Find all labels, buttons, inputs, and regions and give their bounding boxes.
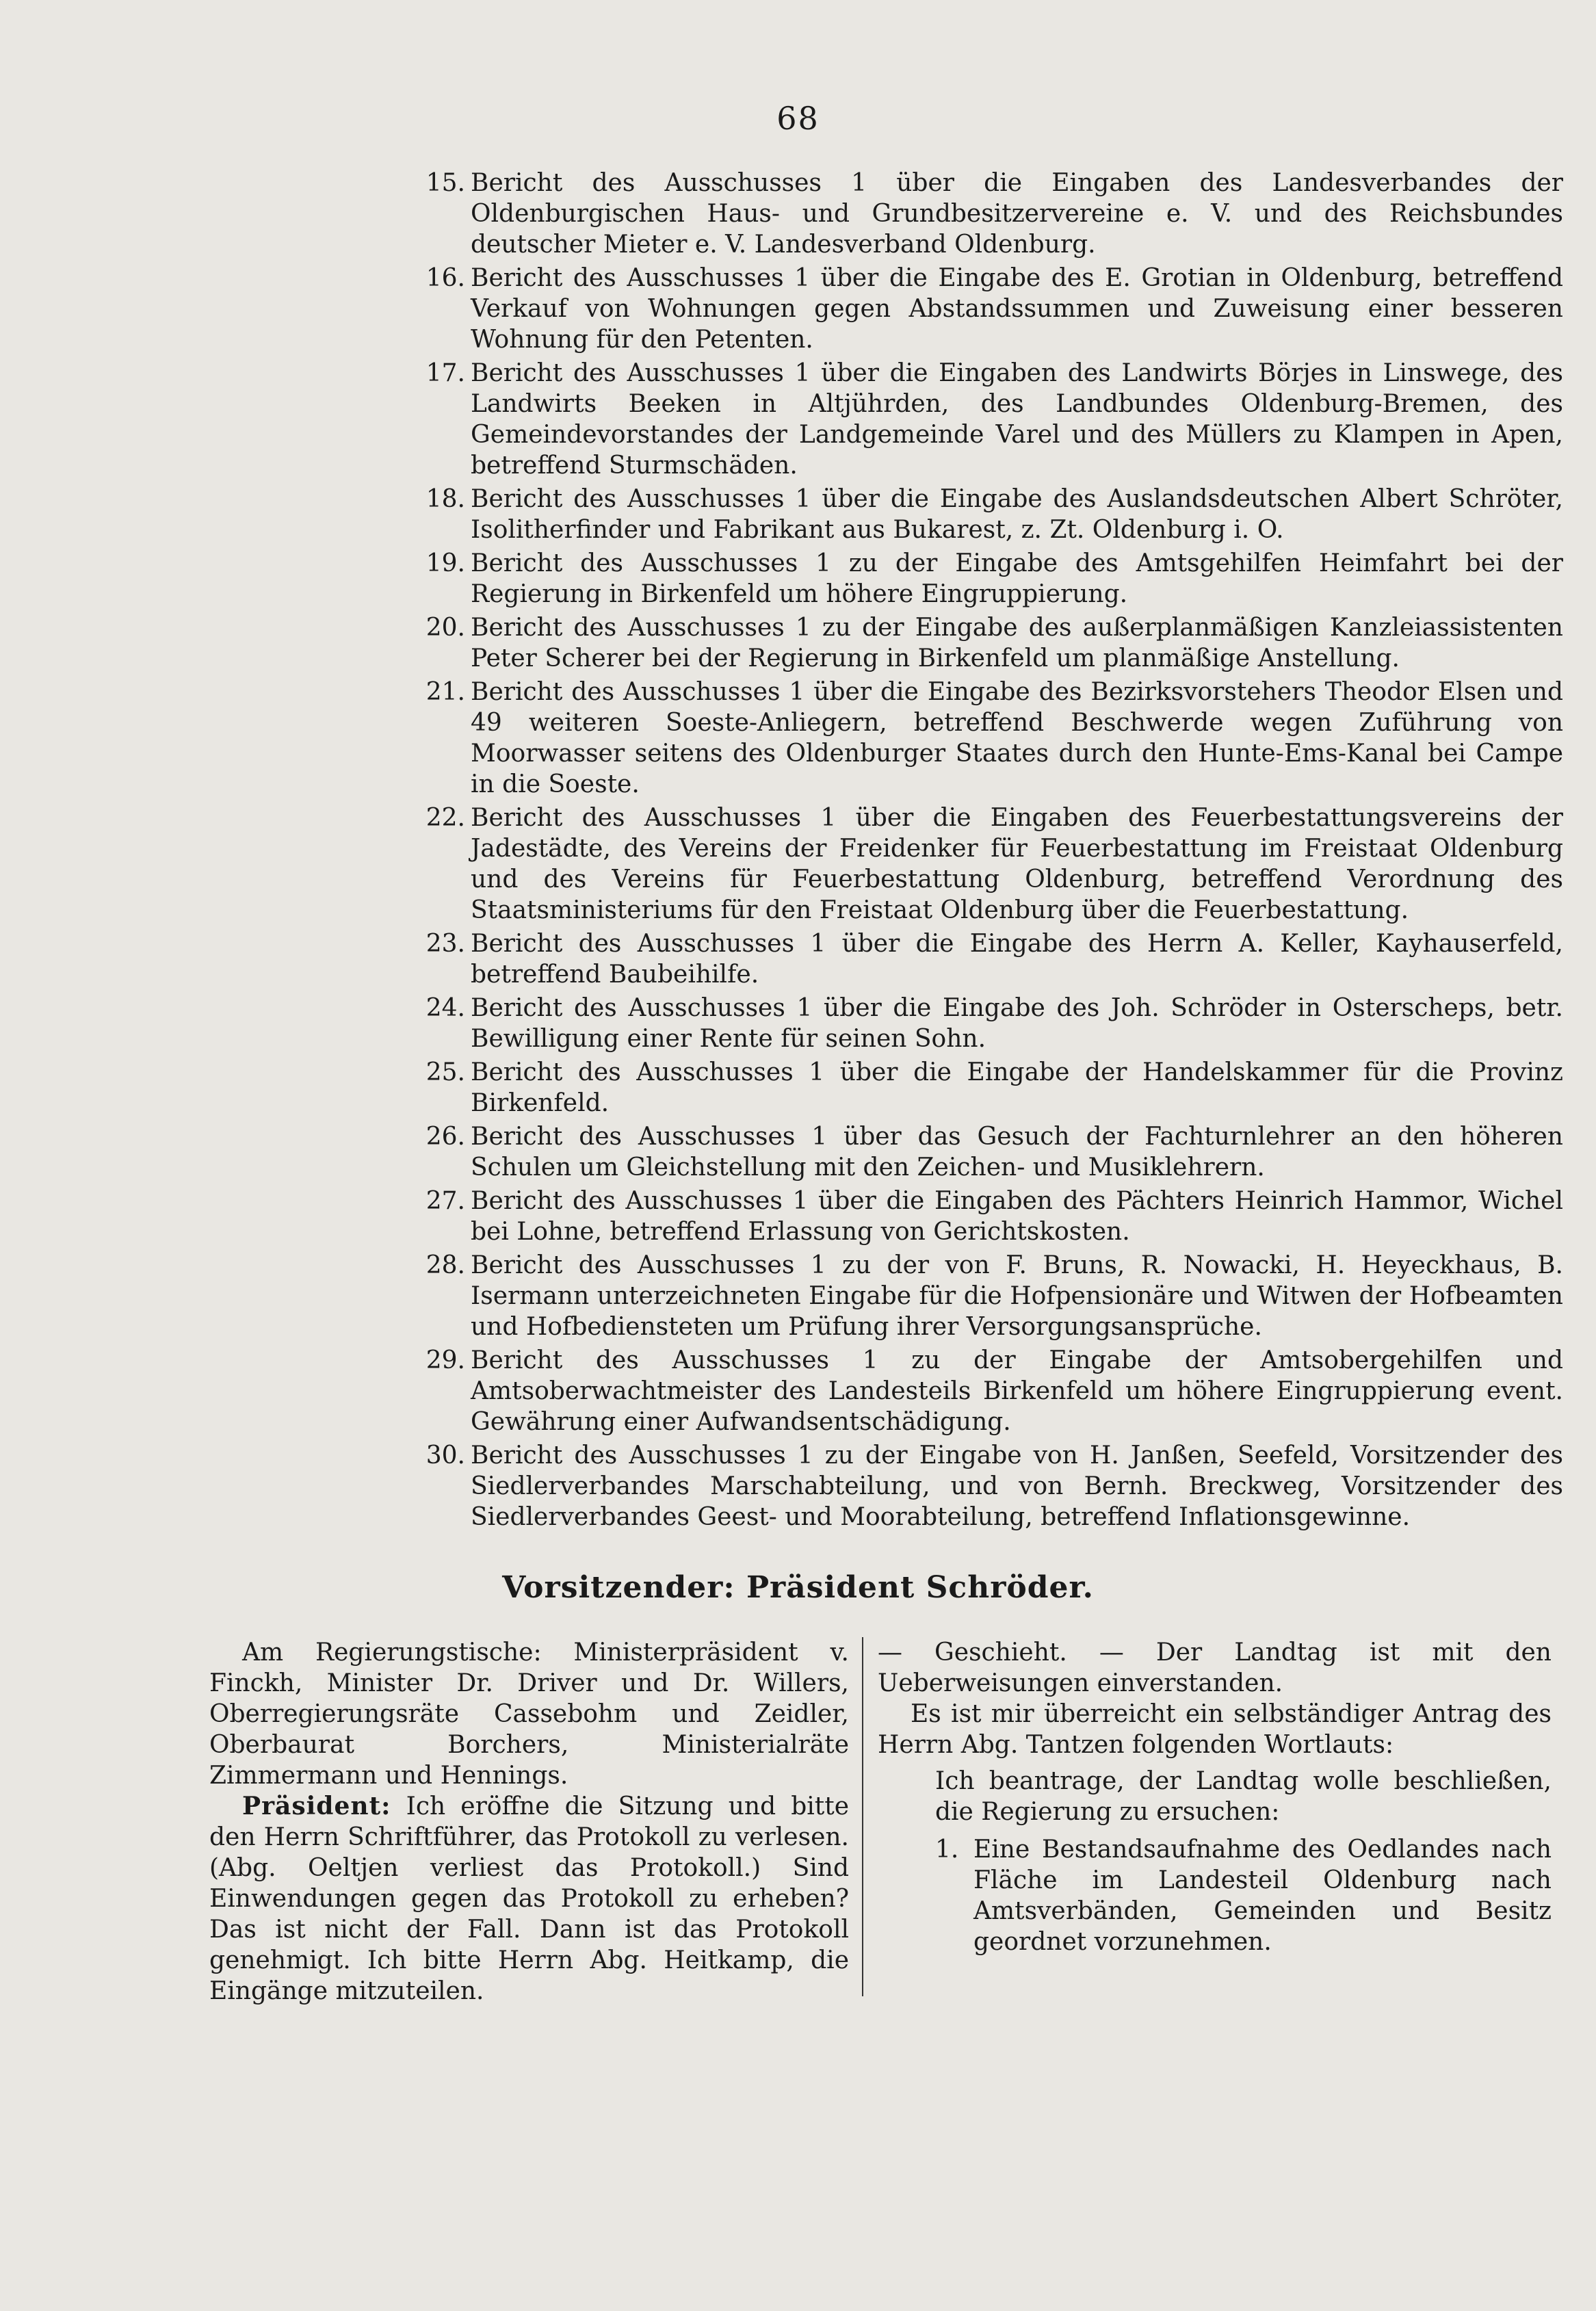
agenda-item-text: Bericht des Ausschusses 1 zu der Eingabe des außerplanmäßigen Kanzleiassistenten Peter Scherer bei der Regierung in Birkenfeld um planmäßige Anstellung. — [471, 614, 1563, 673]
agenda-item-number: 15. — [426, 169, 465, 197]
agenda-item-text: Bericht des Ausschusses 1 zu der Eingabe der Amtsobergehilfen und Amtsoberwachtmeister des Landesteils Birkenfeld um höhere Eingruppierung event. Gewährung einer Aufwandsentschädigung. — [471, 1346, 1563, 1436]
agenda-item — [410, 548, 1563, 610]
motion-item-number: 1. — [935, 1836, 959, 1864]
agenda-item-text: Bericht des Ausschusses 1 über das Gesuch der Fachturnlehrer an den höheren Schulen um Gleichstellung mit den Zeichen- und Musiklehrern. — [471, 1123, 1563, 1181]
agenda-item-text: Bericht des Ausschusses 1 zu der Eingabe von H. Janßen, Seefeld, Vorsitzender des Siedlerverbandes Marschabteilung, und von Bernh. Breckweg, Vorsitzender des Siedlerverbandes Geest- und Moorabteilung, betreffend Inflationsgewinne. — [471, 1441, 1563, 1531]
agenda-item-text: Bericht des Ausschusses 1 über die Eingabe des Joh. Schröder in Osterscheps, betr. Bewilligung einer Rente für seinen Sohn. — [471, 994, 1563, 1053]
motion-item-text: Eine Bestandsaufnahme des Oedlandes nach Fläche im Landesteil Oldenburg nach Amtsverbänden, Gemeinden und Besitz geordnet vorzunehmen. — [973, 1836, 1552, 1956]
chair-heading: Vorsitzender: Präsident Schröder. — [502, 1570, 1094, 1605]
agenda-item-text: Bericht des Ausschusses 1 über die Eingaben des Feuerbestattungsvereins der Jadestädte, des Vereins der Freidenker für Feuerbestattung im Freistaat Oldenburg und des Vereins für Feuerbestattung Oldenburg, betreffend Verordnung des Staatsministeriums für den Freistaat Oldenburg über die Feuerbestattung. — [471, 804, 1563, 924]
agenda-item — [410, 612, 1563, 674]
agenda-item — [410, 1057, 1563, 1119]
agenda-item — [410, 1250, 1563, 1342]
agenda-item — [410, 1440, 1563, 1532]
agenda-item — [410, 1186, 1563, 1247]
right-paragraph-1: — Geschieht. — Der Landtag ist mit den Ueberweisungen einverstanden. — [878, 1638, 1552, 1697]
agenda-item-number: 27. — [426, 1187, 465, 1215]
speech-text: Ich eröffne die Sitzung und bitte den Herrn Schriftführer, das Protokoll zu verlesen. (Abg. Oeltjen verliest das Protokoll.) Sind Einwendungen gegen das Protokoll zu erheben? Das ist nicht der Fall. Dann ist das Protokoll genehmigt. Ich bitte Herrn Abg. Heitkamp, die Eingänge mitzuteilen. — [209, 1792, 850, 2005]
agenda-item — [410, 168, 1563, 260]
agenda-item — [410, 928, 1563, 990]
agenda-item — [410, 484, 1563, 545]
speaker-label: Präsident: — [242, 1792, 391, 1820]
agenda-item — [410, 1345, 1563, 1437]
agenda-item-text: Bericht des Ausschusses 1 über die Eingabe des E. Grotian in Oldenburg, betreffend Verkauf von Wohnungen gegen Abstandssummen und Zuweisung einer besseren Wohnung für den Petenten. — [471, 264, 1563, 354]
column-divider — [862, 1637, 863, 1996]
attendance-paragraph: Am Regierungstische: Ministerpräsident v. Finckh, Minister Dr. Driver und Dr. Willers, Oberregierungsräte Cassebohm und Zeidler, Oberbaurat Borchers, Ministerialräte Zimmermann und Hennings. — [209, 1638, 849, 1790]
right-paragraph-2: Es ist mir überreicht ein selbständiger Antrag des Herrn Abg. Tantzen folgenden Wortlauts: — [878, 1700, 1552, 1759]
agenda-item-number: 25. — [426, 1058, 465, 1086]
agenda-item-number: 24. — [426, 994, 465, 1022]
page-number: 68 — [776, 100, 820, 137]
agenda-item-number: 26. — [426, 1123, 465, 1151]
right-column — [878, 1637, 1552, 1957]
agenda-item-number: 20. — [426, 614, 465, 642]
agenda-item-text: Bericht des Ausschusses 1 über die Eingabe des Herrn A. Keller, Kayhauserfeld, betreffend Baubeihilfe. — [471, 930, 1563, 989]
agenda-item-number: 30. — [426, 1441, 465, 1470]
agenda-item — [410, 263, 1563, 355]
agenda-item-number: 18. — [426, 485, 465, 513]
agenda-item-number: 19. — [426, 549, 465, 577]
motion-intro: Ich beantrage, der Landtag wolle beschließen, die Regierung zu ersuchen: — [935, 1767, 1552, 1826]
agenda-item-text: Bericht des Ausschusses 1 zu der von F. Bruns, R. Nowacki, H. Heyeckhaus, B. Isermann unterzeichneten Eingabe für die Hofpensionäre und Witwen der Hofbeamten und Hofbediensteten um Prüfung ihrer Versorgungsansprüche. — [471, 1251, 1563, 1341]
left-column — [209, 1637, 849, 2007]
agenda-item-text: Bericht des Ausschusses 1 über die Eingabe des Bezirksvorstehers Theodor Elsen und 49 weiteren Soeste-Anliegern, betreffend Beschwerde wegen Zuführung von Moorwasser seitens des Oldenburger Staates durch den Hunte-Ems-Kanal bei Campe in die Soeste. — [471, 678, 1563, 798]
agenda-item-number: 17. — [426, 359, 465, 387]
agenda-list — [410, 168, 1563, 1535]
agenda-item-number: 28. — [426, 1251, 465, 1279]
agenda-item — [410, 358, 1563, 481]
agenda-item-number: 22. — [426, 804, 465, 832]
agenda-item-text: Bericht des Ausschusses 1 über die Eingabe des Auslandsdeutschen Albert Schröter, Isolitherfinder und Fabrikant aus Bukarest, z. Zt. Oldenburg i. O. — [471, 485, 1563, 544]
agenda-item-text: Bericht des Ausschusses 1 über die Eingaben des Pächters Heinrich Hammor, Wichel bei Lohne, betreffend Erlassung von Gerichtskosten. — [471, 1187, 1563, 1246]
motion-block — [935, 1766, 1552, 1957]
agenda-item-text: Bericht des Ausschusses 1 über die Eingabe der Handelskammer für die Provinz Birkenfeld. — [471, 1058, 1563, 1117]
agenda-item-number: 21. — [426, 678, 465, 706]
agenda-item — [410, 993, 1563, 1054]
agenda-item — [410, 677, 1563, 800]
agenda-item-number: 16. — [426, 264, 465, 292]
agenda-item-number: 23. — [426, 930, 465, 958]
agenda-item-text: Bericht des Ausschusses 1 über die Eingaben des Landesverbandes der Oldenburgischen Haus- und Grundbesitzervereine e. V. und des Reichsbundes deutscher Mieter e. V. Landesverband Oldenburg. — [471, 169, 1563, 259]
motion-item — [935, 1834, 1552, 1957]
agenda-item-number: 29. — [426, 1346, 465, 1374]
agenda-item — [410, 802, 1563, 926]
agenda-item-text: Bericht des Ausschusses 1 über die Eingaben des Landwirts Börjes in Linswege, des Landwirts Beeken in Altjührden, des Landbundes Oldenburg-Bremen, des Gemeindevorstandes der Landgemeinde Varel und des Müllers zu Klampen in Apen, betreffend Sturmschäden. — [471, 359, 1563, 480]
agenda-item-text: Bericht des Ausschusses 1 zu der Eingabe des Amtsgehilfen Heimfahrt bei der Regierung in Birkenfeld um höhere Eingruppierung. — [471, 549, 1563, 608]
agenda-item — [410, 1121, 1563, 1183]
president-speech — [209, 1791, 849, 2007]
